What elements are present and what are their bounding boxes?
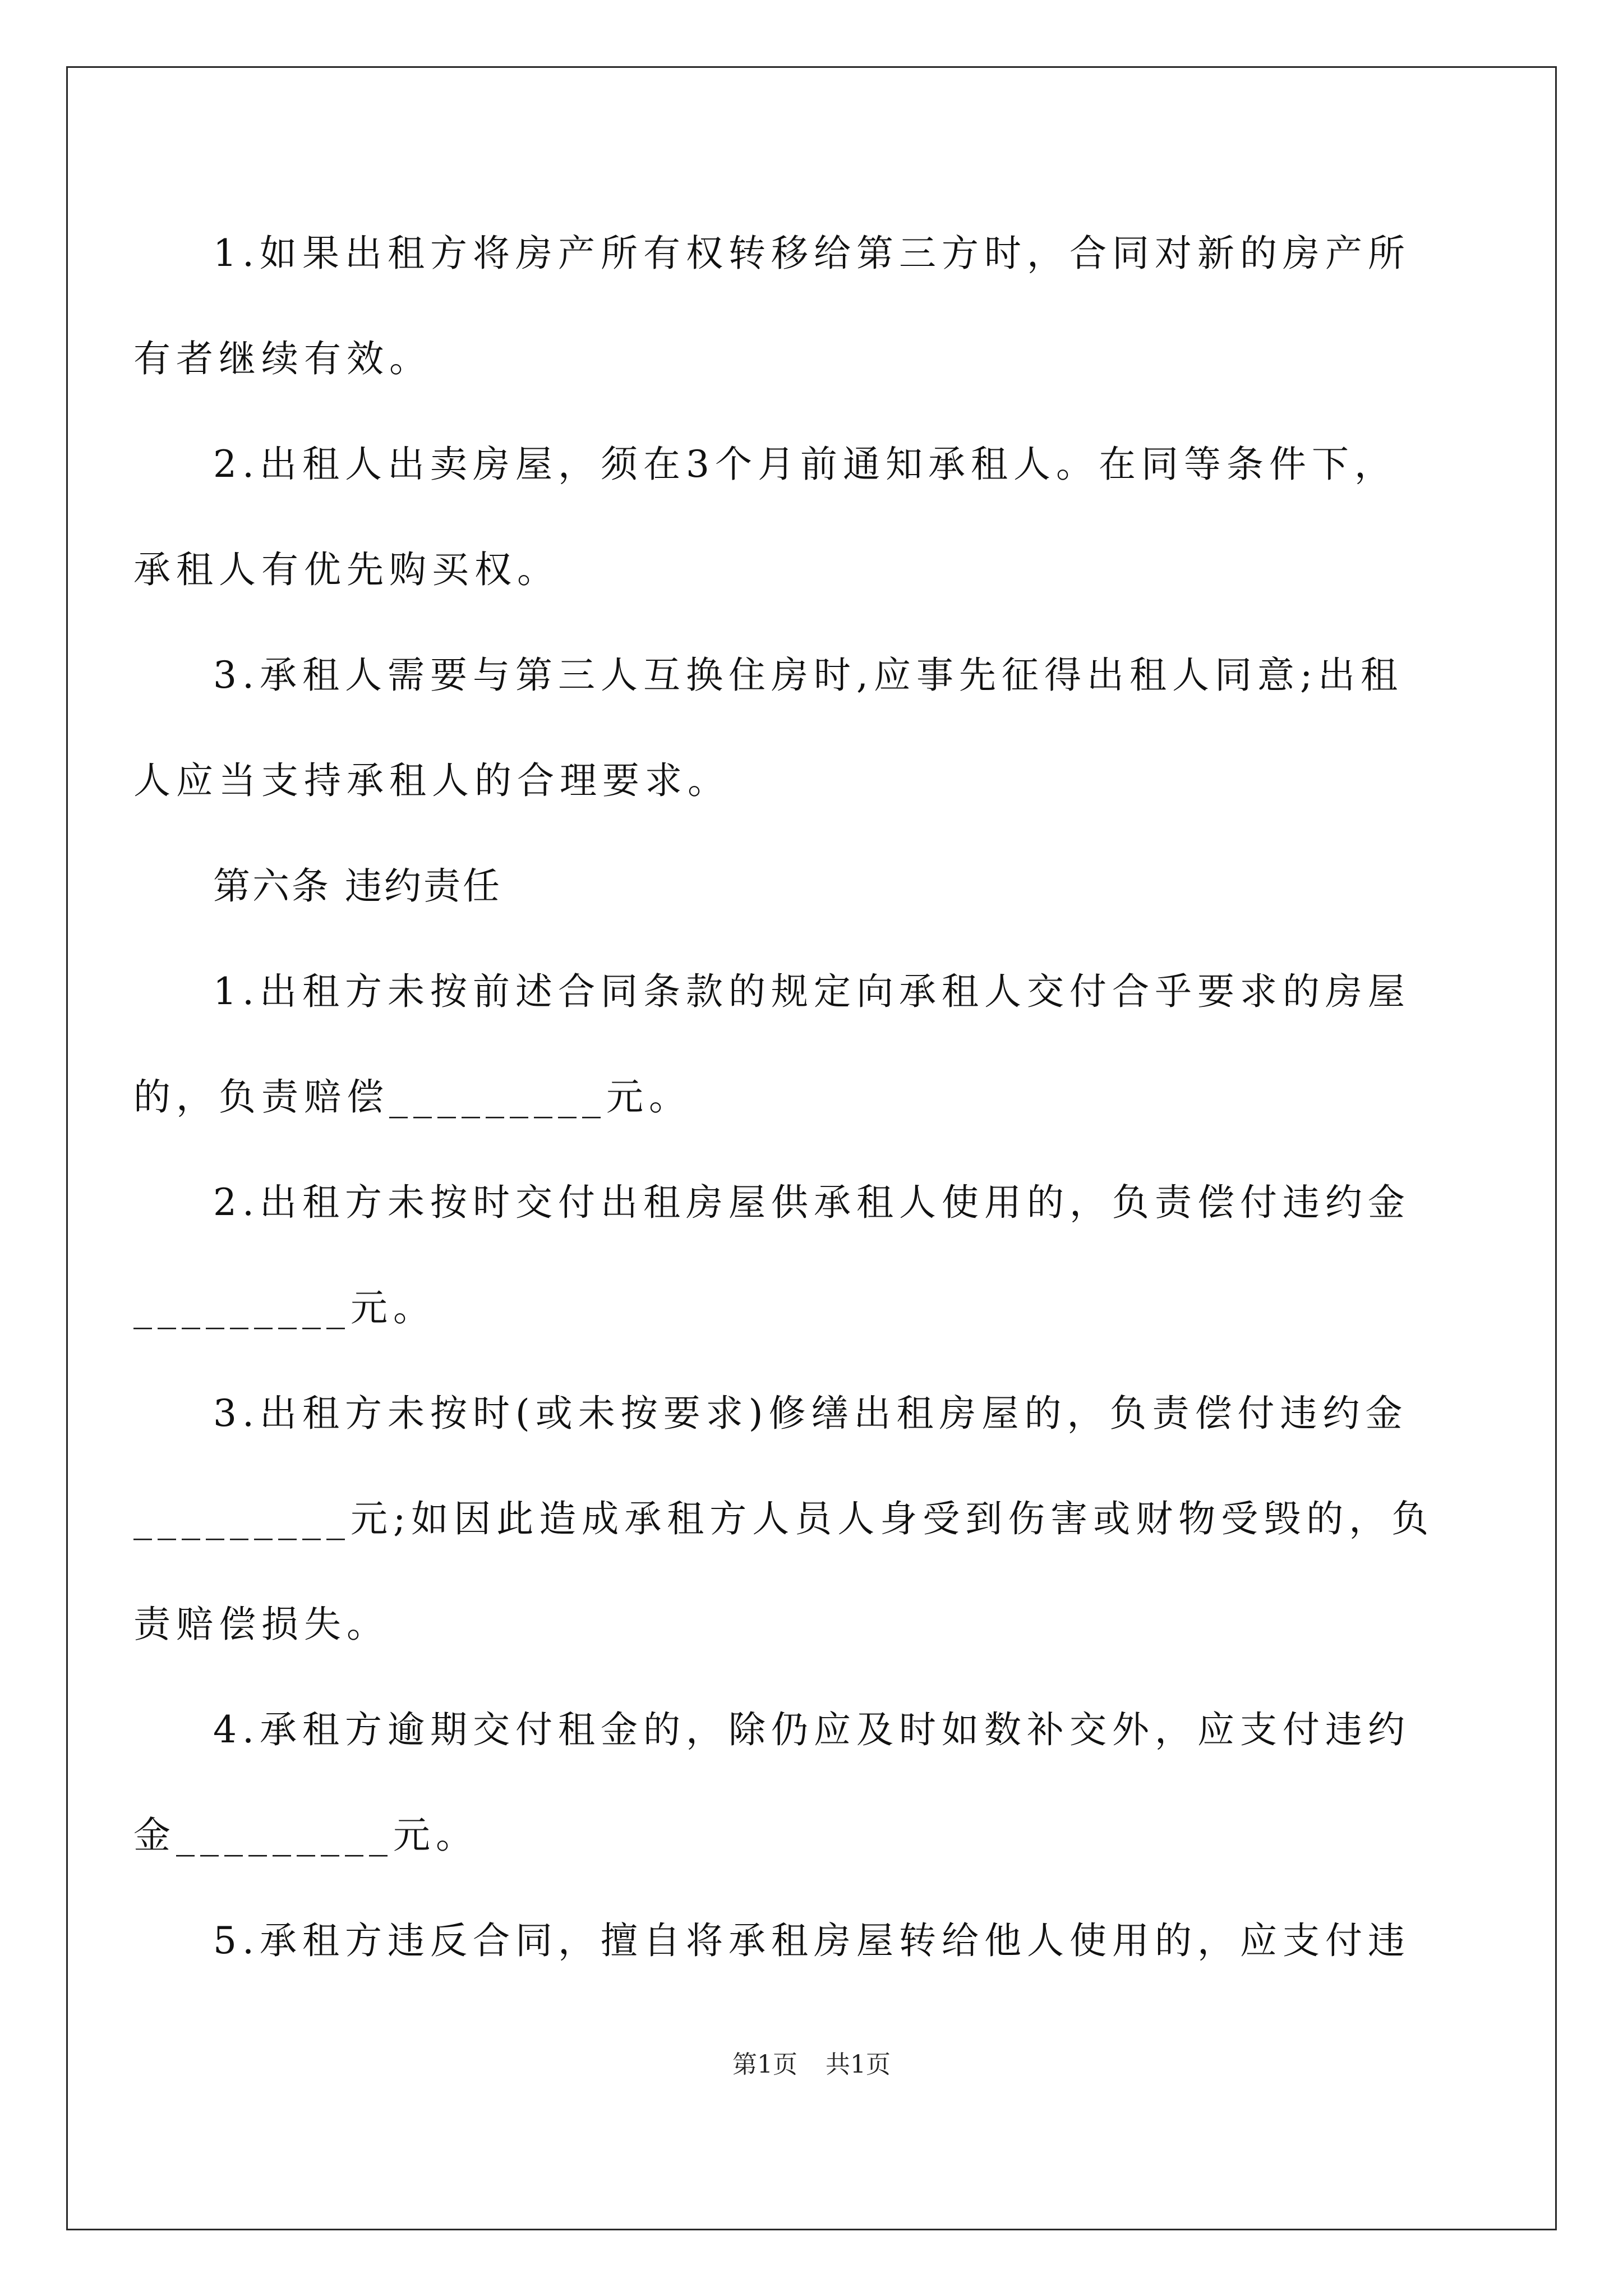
paragraph-line: 金_________元。 — [133, 1814, 478, 1857]
paragraph-line: 人应当支持承租人的合理要求。 — [133, 759, 730, 802]
paragraph-line: 责赔偿损失。 — [133, 1603, 389, 1646]
section-heading: 第六条 违约责任 — [213, 864, 502, 908]
page-total: 共1页 — [826, 2050, 891, 2079]
paragraph-line: 的，负责赔偿_________元。 — [133, 1075, 691, 1119]
paragraph-line: 5.承租方违反合同，擅自将承租房屋转给他人使用的，应支付违 — [213, 1919, 1410, 1962]
paragraph-line: 3.出租方未按时(或未按要求)修缮出租房屋的，负责偿付违约金 — [213, 1392, 1408, 1435]
paragraph-line: _________元;如因此造成承租方人员人身受到伤害或财物受毁的，负 — [133, 1497, 1435, 1540]
paragraph-line: _________元。 — [133, 1286, 436, 1329]
page-footer — [0, 2049, 1623, 2081]
paragraph-line: 4.承租方逾期交付租金的，除仍应及时如数补交外，应支付违约 — [213, 1708, 1410, 1751]
paragraph-line: 3.承租人需要与第三人互换住房时,应事先征得出租人同意;出租 — [213, 654, 1404, 697]
paragraph-line: 承租人有优先购买权。 — [133, 548, 560, 591]
paragraph-line: 有者继续有效。 — [133, 337, 432, 380]
paragraph-line: 2.出租方未按时交付出租房屋供承租人使用的，负责偿付违约金 — [213, 1181, 1410, 1224]
paragraph-line: 1.如果出租方将房产所有权转移给第三方时，合同对新的房产所 — [213, 232, 1410, 275]
paragraph-line: 1.出租方未按前述合同条款的规定向承租人交付合乎要求的房屋 — [213, 970, 1410, 1013]
paragraph-line: 2.出租人出卖房屋，须在3个月前通知承租人。在同等条件下， — [213, 443, 1397, 486]
page-number: 第1页 — [732, 2050, 797, 2079]
page-border — [66, 66, 1557, 2230]
